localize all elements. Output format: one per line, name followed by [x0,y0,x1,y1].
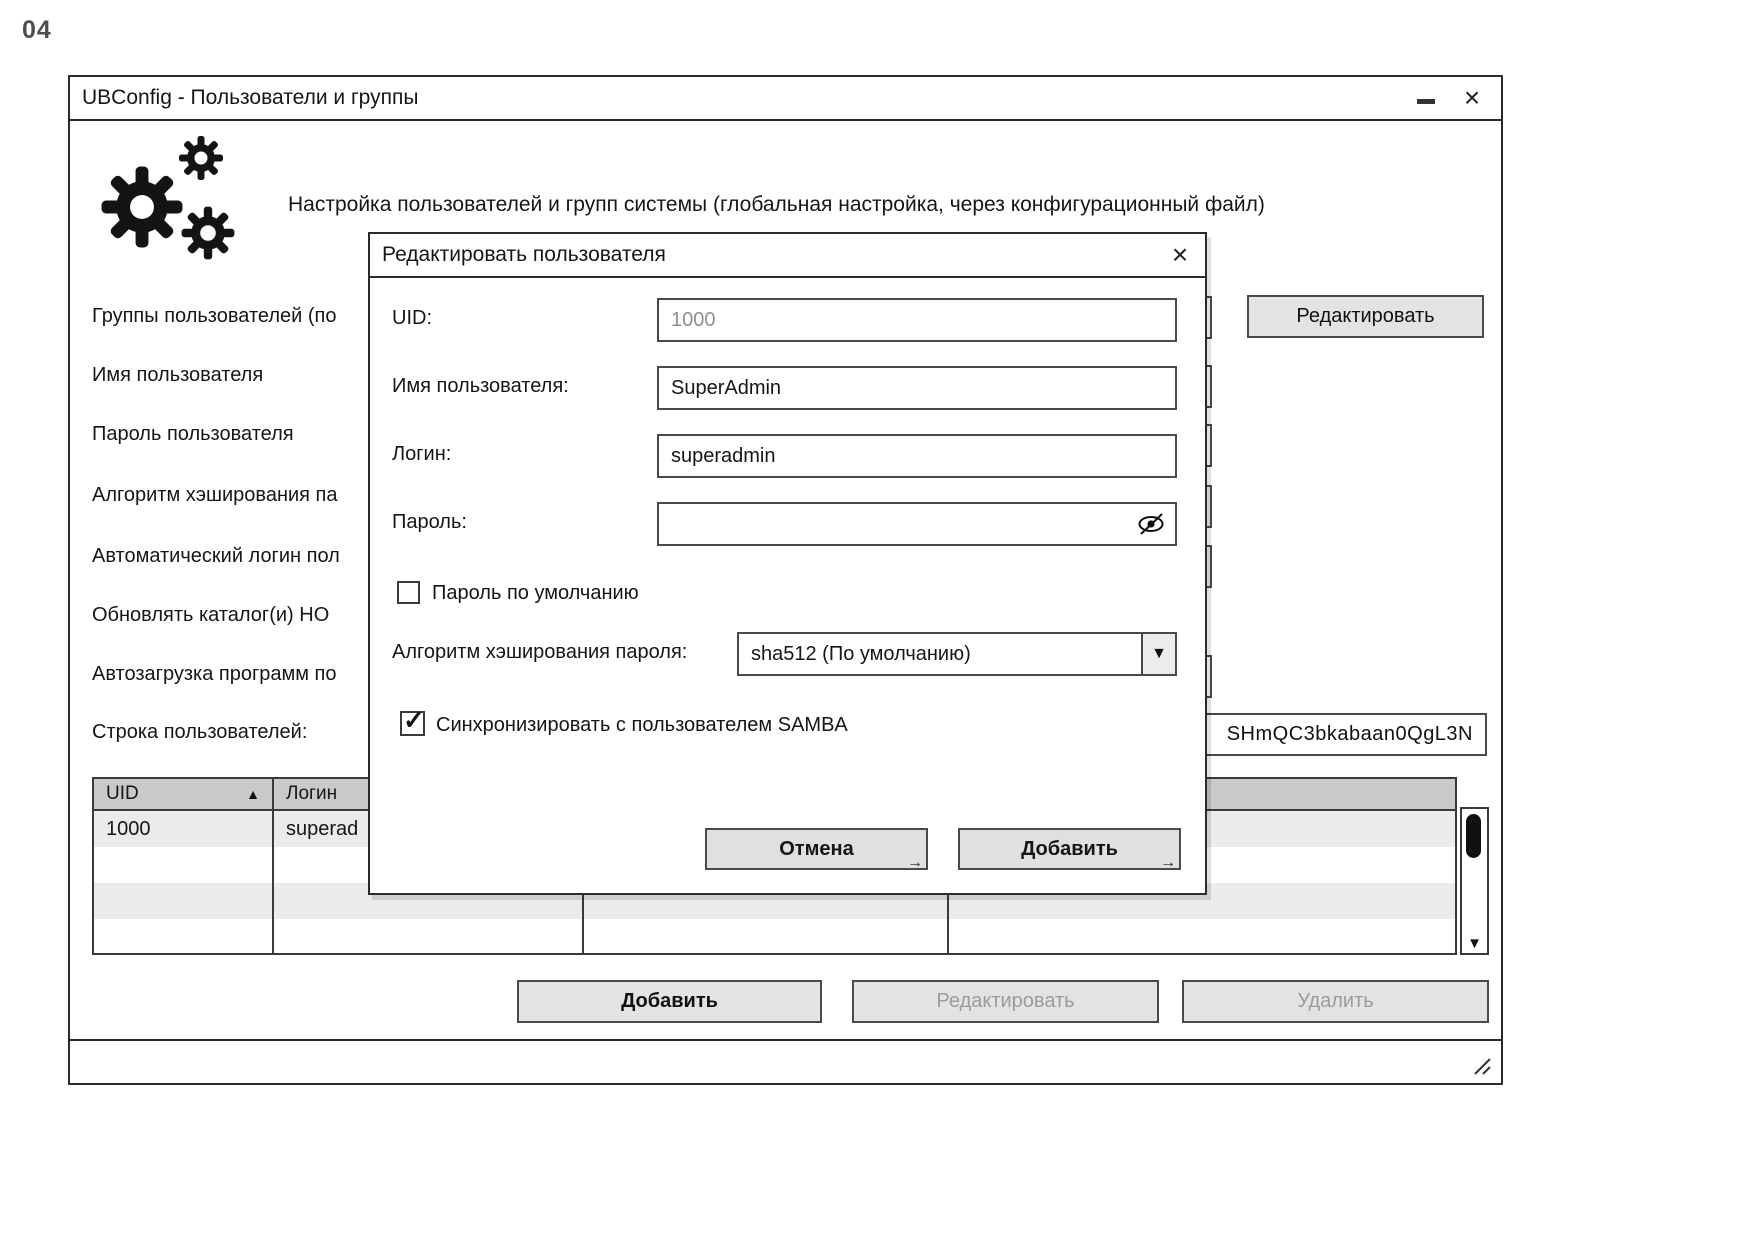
hash-algorithm-select[interactable] [737,632,1177,676]
samba-sync-label: Синхронизировать с пользователем SAMBA [436,714,848,736]
dialog-add-button[interactable] [958,828,1181,870]
default-password-checkbox[interactable] [397,581,420,604]
add-user-button[interactable] [517,980,822,1023]
uid-input[interactable] [657,298,1177,342]
cell-uid [94,919,274,955]
toggle-password-visibility-button[interactable] [1135,511,1167,537]
dialog-close-button[interactable] [1163,236,1197,274]
users-groups-icon [96,133,246,273]
minimize-button[interactable] [1409,77,1443,119]
page-number: 04 [22,16,52,44]
edit-user-button[interactable] [852,980,1159,1023]
name-input[interactable] [657,366,1177,410]
label-password: Пароль пользователя [92,423,294,445]
edit-user-button-label: Редактировать [936,990,1075,1012]
delete-user-button[interactable] [1182,980,1489,1023]
edit-button-top-label: Редактировать [1296,305,1435,327]
gear-icon-large [96,161,188,253]
check-icon: ✓ [403,705,425,735]
cancel-button-label: Отмена [779,837,854,860]
table-row-empty[interactable] [94,919,1455,955]
cell-uid [94,811,274,847]
uid-input-value: 1000 [671,308,716,331]
login-input[interactable] [657,434,1177,478]
uid-value: 1000 [106,817,151,840]
password-input[interactable] [657,502,1177,546]
samba-sync-checkbox[interactable] [400,705,425,736]
sort-asc-icon: ▲ [246,786,260,802]
scrollbar-thumb[interactable] [1466,814,1481,858]
label-autostart: Автозагрузка программ по [92,663,337,685]
window-description: Настройка пользователей и групп системы (глобальная настройка, через конфигурационный файл) [288,193,1265,216]
label-username: Имя пользователя [92,364,264,386]
hash-algorithm-label: Алгоритм хэширования пароля: [392,641,688,663]
label-user-groups: Группы пользователей (по [92,305,337,327]
edit-button-top[interactable] [1247,295,1484,338]
label-update-home: Обновлять каталог(и) HO [92,604,330,626]
chevron-down-icon: ▼ [1151,645,1167,662]
label-users-string: Строка пользователей: [92,721,308,743]
dialog-add-button-label: Добавить [1021,837,1118,860]
close-button[interactable] [1455,79,1489,117]
link-arrow-icon: → [907,854,923,871]
login-label: Логин: [392,443,452,465]
cell-4 [949,919,1455,955]
name-input-value: SuperAdmin [671,376,782,399]
eye-slash-icon [1135,511,1167,537]
cell-3 [584,919,949,955]
window-title: UBConfig - Пользователи и группы [82,86,419,109]
login-value: superad [286,817,359,840]
add-user-button-label: Добавить [621,990,718,1012]
cell-uid [94,883,274,919]
column-header-uid-label: UID [106,783,139,804]
minimize-icon [1417,99,1435,104]
gear-icon-medium [178,203,238,263]
password-label: Пароль: [392,511,467,533]
dialog-body [370,278,1205,893]
name-label: Имя пользователя: [392,375,569,397]
column-header-login-label: Логин [286,783,338,804]
users-string-value: SHmQC3bkabaan0QgL3N [1226,723,1473,745]
label-hash-algorithm: Алгоритм хэширования па [92,484,338,506]
scroll-down-button[interactable] [1462,935,1487,952]
link-arrow-icon: → [1160,854,1176,871]
chevron-down-icon: ▼ [1467,935,1482,952]
uid-label: UID: [392,307,432,329]
gear-icon-small [176,133,226,183]
dialog-titlebar [370,234,1205,278]
close-icon: × [1463,82,1481,113]
login-input-value: superadmin [671,444,776,467]
cell-uid [94,847,274,883]
cell-login [274,919,584,955]
cancel-button[interactable] [705,828,928,870]
close-icon: × [1171,239,1189,270]
column-header-uid[interactable] [94,779,274,809]
resize-handle-icon[interactable] [1471,1055,1493,1077]
label-autologin: Автоматический логин пол [92,545,340,567]
table-scrollbar[interactable] [1460,807,1489,955]
delete-user-button-label: Удалить [1297,990,1374,1012]
dropdown-arrow-button[interactable] [1141,634,1175,674]
hash-algorithm-value: sha512 (По умолчанию) [751,642,971,665]
window-titlebar [70,77,1501,121]
edit-user-dialog [368,232,1207,895]
status-bar [70,1039,1501,1083]
default-password-label: Пароль по умолчанию [432,582,639,604]
dialog-title: Редактировать пользователя [382,243,666,266]
